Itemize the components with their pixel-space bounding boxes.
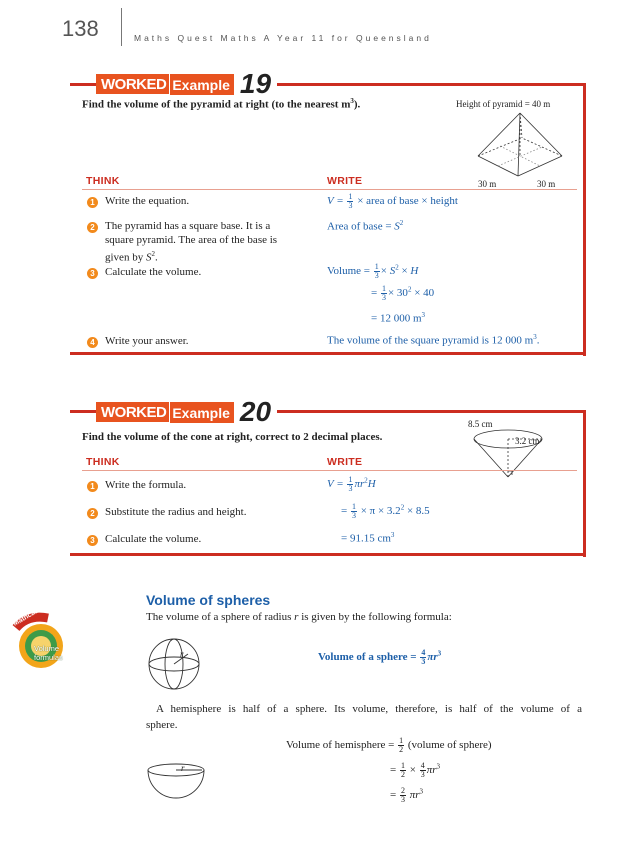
section-heading: Volume of spheres bbox=[146, 592, 271, 608]
step-number: 1 bbox=[87, 197, 98, 208]
step-write: V = $\frac{1}{3}$ $\pi r^2H$ bbox=[327, 475, 376, 493]
sphere-formula: Volume of a sphere = $\frac{4}{3}$ $\pi r^3$ bbox=[318, 648, 442, 666]
step-think: Write the formula. bbox=[105, 479, 187, 491]
step-write: V = $\frac{1}{3}$ × area of base × height bbox=[327, 192, 458, 210]
header-rule bbox=[121, 8, 122, 46]
example-number: 19 bbox=[239, 68, 272, 99]
hemisphere-formula-line-2: = $\frac{1}{2}$ × $\frac{4}{3}$ $\pi r^3$ bbox=[390, 761, 440, 779]
step-write-line-2: = $\frac{1}{3}$ × $30^2 \times 40$ bbox=[371, 284, 435, 302]
step-write-line-3: = 12 000 $m^3$ bbox=[371, 311, 426, 325]
step-number: 4 bbox=[87, 337, 98, 348]
pyramid-base-right: 30 m bbox=[537, 179, 556, 189]
header-divider bbox=[82, 470, 577, 471]
write-heading: WRITE bbox=[327, 456, 363, 468]
step-number: 3 bbox=[87, 268, 98, 279]
hemisphere-figure bbox=[144, 762, 210, 802]
hemisphere-formula-line-3: = $\frac{2}{3}$ $\pi r^3$ bbox=[390, 786, 424, 804]
hemisphere-paragraph: A hemisphere is half of a sphere. Its volume, therefore, is half of the volume of a sphere. bbox=[146, 703, 582, 731]
step-number: 2 bbox=[87, 222, 98, 233]
sphere-intro: The volume of a sphere of radius r is given by the following formula: bbox=[146, 611, 452, 623]
step-write: = 91.15 $cm^3$ bbox=[341, 531, 395, 545]
example-19-question: Find the volume of the pyramid at right (to the nearest $m^3$). bbox=[82, 97, 361, 111]
sidebar-label: Volume formulas bbox=[34, 644, 63, 662]
write-heading: WRITE bbox=[327, 175, 363, 187]
step-write: = $\frac{1}{3}$ × $\pi \times 3.2^2 \times 8.5$ bbox=[341, 502, 430, 520]
cone-slant-label: 8.5 cm bbox=[468, 419, 493, 429]
cone-radius-label: 3.2 cm bbox=[515, 436, 540, 446]
worked-example-20-title bbox=[96, 396, 277, 428]
example-tag: Example bbox=[170, 74, 234, 95]
example-20-question: Find the volume of the cone at right, correct to 2 decimal places. bbox=[82, 431, 383, 443]
example-number: 20 bbox=[239, 396, 272, 427]
worked-example-19-title bbox=[96, 68, 277, 100]
think-heading: THINK bbox=[86, 175, 120, 187]
pyramid-height-label: Height of pyramid = 40 m bbox=[456, 99, 551, 109]
pyramid-base-left: 30 m bbox=[478, 179, 497, 189]
sphere-figure bbox=[144, 636, 204, 692]
step-number: 2 bbox=[87, 508, 98, 519]
step-number: 1 bbox=[87, 481, 98, 492]
hemisphere-radius-label: r bbox=[181, 763, 185, 773]
worked-tag: WORKED bbox=[96, 74, 169, 94]
cone-figure bbox=[470, 425, 550, 481]
worked-tag: WORKED bbox=[96, 402, 169, 422]
step-write: Volume = $\frac{1}{3}$ × $S^2 \times H$ bbox=[327, 262, 419, 280]
step-think: Calculate the volume. bbox=[105, 266, 202, 278]
step-think: Substitute the radius and height. bbox=[105, 506, 247, 518]
step-write: Area of base = $S^2$ bbox=[327, 219, 404, 233]
running-head: Maths Quest Maths A Year 11 for Queensland bbox=[134, 33, 432, 43]
header-divider bbox=[82, 189, 577, 190]
sphere-radius-label: r bbox=[180, 649, 184, 659]
step-think: Calculate the volume. bbox=[105, 533, 202, 545]
example-19-bottom-border bbox=[70, 352, 586, 355]
mathcad-badge[interactable] bbox=[8, 608, 70, 670]
pyramid-figure bbox=[470, 110, 570, 182]
think-heading: THINK bbox=[86, 456, 120, 468]
mathcad-badge-text: Mathcad bbox=[12, 607, 41, 628]
hemisphere-formula-line-1: Volume of hemisphere = $\frac{1}{2}$ (volume of sphere) bbox=[286, 736, 492, 754]
page-number: 138 bbox=[62, 16, 99, 41]
step-think: Write the equation. bbox=[105, 195, 190, 207]
step-number: 3 bbox=[87, 535, 98, 546]
step-think: The pyramid has a square base. It is a square pyramid. The area of the base is given by $S^2$. bbox=[105, 220, 278, 264]
example-20-bottom-border bbox=[70, 553, 586, 556]
step-think: Write your answer. bbox=[105, 335, 189, 347]
step-write: The volume of the square pyramid is 12 000 $m^3$. bbox=[327, 333, 540, 347]
example-tag: Example bbox=[170, 402, 234, 423]
